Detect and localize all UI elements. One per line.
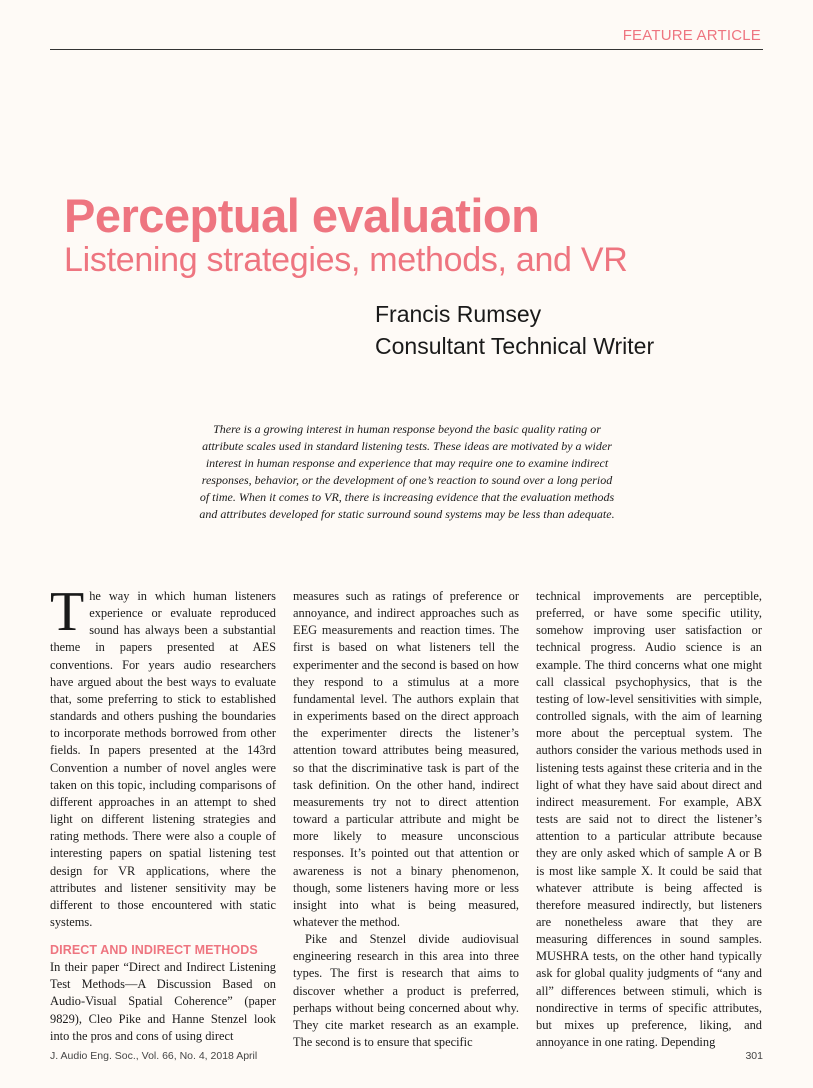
header-divider — [50, 49, 763, 50]
body-paragraph: Pike and Stenzel divide audiovisual engineering research in this area into three types. The first is research that aims to discover whether a product is preferred, perhaps without being concerned about why. They cite market research as an example. The second is to ensure that specific — [293, 932, 519, 1050]
journal-citation: J. Audio Eng. Soc., Vol. 66, No. 4, 2018 April — [50, 1050, 258, 1062]
author-role: Consultant Technical Writer — [375, 333, 655, 359]
body-paragraph: measures such as ratings of preference or annoyance, and indirect approaches such as EEG measurements and reaction times. The first is based on what listeners tell the experimenter and the second is based on how they respond to a stimulus at a more fundamental level. The authors explain that in experiments based on the direct approach the experimenter directs the listener’s attention toward attributes being measured, so that the discriminative task is part of the task definition. On the other hand, indirect measurements try not to direct attention toward a particular attribute and might be more likely to measure unconscious responses. It’s pointed out that attention or awareness is not a binary phenomenon, though, some listeners having more or less insight into what is being measured, whatever the method. — [293, 589, 519, 929]
article-title: Perceptual evaluation — [64, 189, 540, 242]
article-subtitle: Listening strategies, methods, and VR — [64, 241, 628, 279]
abstract: There is a growing interest in human response beyond the basic quality rating or attribute scales used in standard listening tests. These ideas are motivated by a wider interest in human response and experience that may require one to examine indirect responses, behavior, or the development of one’s reaction to sound over a long period of time. When it comes to VR, there is increasing evidence that the evaluation methods and attributes developed for static surround sound systems may be less than adequate. — [199, 422, 615, 521]
author-name: Francis Rumsey — [375, 301, 542, 327]
body-column-3 — [536, 588, 762, 1051]
page-number: 301 — [745, 1050, 763, 1062]
body-paragraph: technical improvements are perceptible, preferred, or have some specific utility, somehow improving user satisfaction or technical progress. Audio science is an example. The third concerns what one might call classical psychophysics, that is the testing of low-level sensitivities with simple, controlled signals, with the aim of learning more about the perceptual system. The authors consider the various methods used in listening tests against these criteria and in the light of what they have said about direct and indirect measurement. For example, ABX tests are said not to direct the listener’s attention to a particular attribute because they are only asked which of sample A or B is most like sample X. It could be said that whatever attribute is being affected is therefore measured indirectly, but listeners are nonetheless aware that they are measuring differences in sound samples. MUSHRA tests, on the other hand typically ask for global quality judgments of “any and all” differences between stimuli, which is nondirective in terms of specific attributes, but mixes up preference, liking, and annoyance in one rating. Depending — [536, 589, 762, 1050]
body-column-2 — [293, 588, 519, 1051]
body-column-1 — [50, 581, 276, 1045]
author-block — [375, 298, 654, 362]
drop-cap: T — [50, 581, 85, 643]
body-paragraph: In their paper “Direct and Indirect Listening Test Methods—A Discussion Based on Audio-Visual Spatial Coherence” (paper 9829), Cleo Pike and Hanne Stenzel look into the pros and cons of using direct — [50, 960, 276, 1043]
intro-text: he way in which human listeners experience or evaluate reproduced sound has always been a substantial theme in papers presented at AES conventions. For years audio researchers have argued about the best ways to evaluate that, some preferring to stick to established standards and others pushing the boundaries to incorporate methods borrowed from other fields. In papers presented at the 143rd Convention a number of novel angles were taken on this topic, including comparisons of different approaches in an attempt to shed light on different listening strategies and rating methods. There were also a couple of interesting papers on spatial listening test design for VR applications, where the attributes and listener sensitivity may be different to those encountered with static systems. — [50, 589, 276, 929]
section-heading: DIRECT AND INDIRECT METHODS — [50, 943, 258, 958]
body-paragraph — [50, 581, 276, 931]
section-label: FEATURE ARTICLE — [622, 27, 761, 44]
